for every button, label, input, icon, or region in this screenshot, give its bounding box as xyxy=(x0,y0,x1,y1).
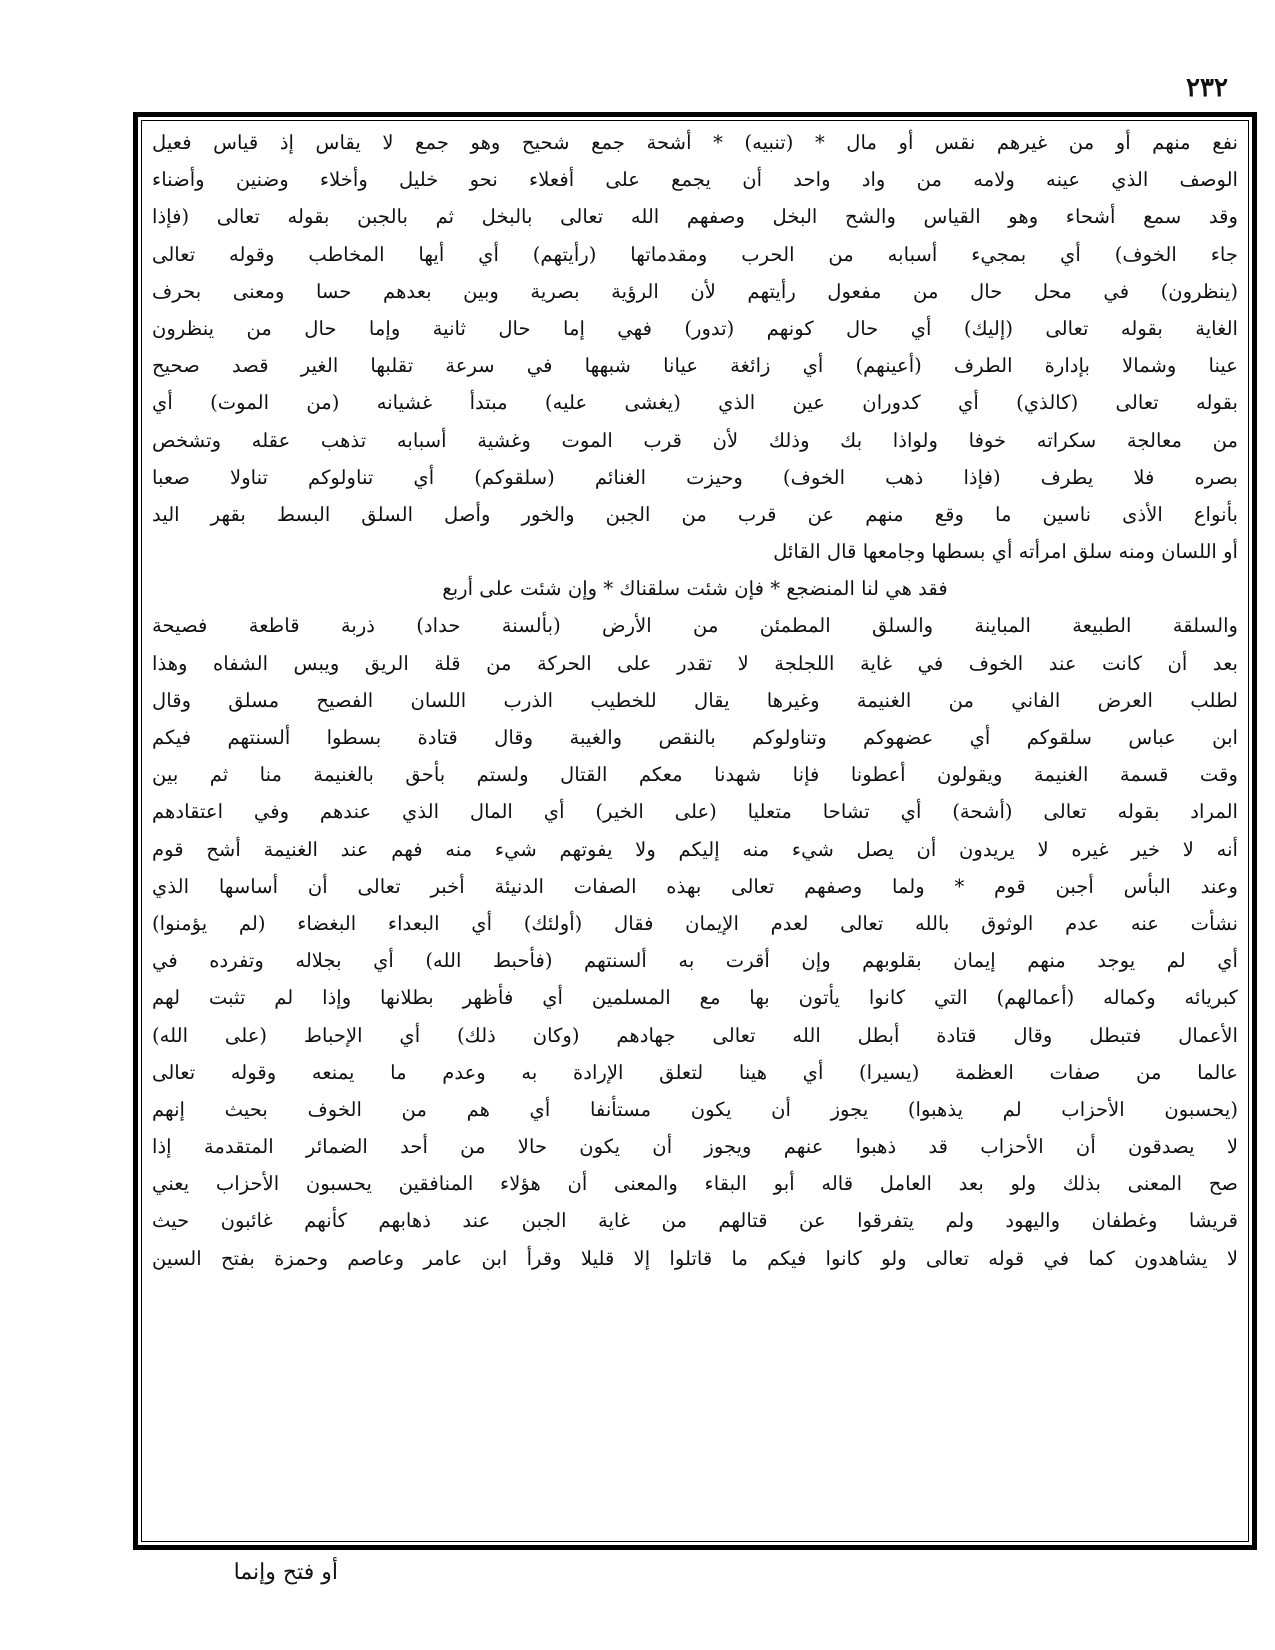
text-line-11: بأنواع الأذى ناسين ما وقع منهم عن قرب من الجبن والخور وأصل السلق البسط بقهر اليد xyxy=(152,502,1238,526)
text-line-5: (ينظرون) في محل حال من مفعول رأيتهم لأن الرؤية بصرية وبين بعدهم حسا ومعنى بحرف xyxy=(152,279,1238,303)
page-number: ٢٣٢ xyxy=(1186,73,1228,103)
text-line-31: لا يشاهدون كما في قوله تعالى ولو كانوا فيكم ما قاتلوا إلا قليلا وقرأ ابن عامر وعاصم وحمزة بفتح السين xyxy=(152,1246,1238,1270)
text-line-20: أنه لا خير غيره لا يريدون أن يصل شيء منه إليكم ولا يفوتهم شيء منه فهم عند الغنيمة أشح قوم xyxy=(152,837,1238,861)
catchword: أو فتح وإنما xyxy=(233,1560,338,1585)
text-line-12: أو اللسان ومنه سلق امرأته أي بسطها وجامعها قال القائل xyxy=(773,540,1238,564)
text-line-18: وقت قسمة الغنيمة ويقولون أعطونا فإنا شهدنا معكم القتال ولستم بأحق بالغنيمة منا ثم بين xyxy=(152,763,1238,787)
text-line-27: (يحسبون الأحزاب لم يذهبوا) يجوز أن يكون مستأنفا أي هم من الخوف بحيث إنهم xyxy=(152,1097,1238,1121)
text-line-24: كبريائه وكماله (أعمالهم) التي كانوا يأتون بها مع المسلمين أي فأظهر بطلانها وإذا لم تثبت لهم xyxy=(152,986,1238,1010)
text-line-16: لطلب العرض الفاني من الغنيمة وغيرها يقال للخطيب الذرب اللسان الفصيح مسلق وقال xyxy=(152,688,1238,712)
text-line-3: وقد سمع أشحاء وهو القياس والشح البخل وصفهم الله تعالى بالبخل ثم بالجبن بقوله تعالى (فإذا xyxy=(152,205,1238,229)
text-line-29: صح المعنى بذلك ولو بعد العامل قاله أبو البقاء والمعنى أن هؤلاء المنافقين يحسبون الأحزاب يعني xyxy=(152,1172,1238,1196)
text-line-9: من معالجة سكراته خوفا ولواذا بك وذلك لأن قرب الموت وغشية أسبابه تذهب عقله وتشخص xyxy=(152,428,1238,452)
main-text-block xyxy=(152,124,1238,1538)
text-line-2: الوصف الذي عينه ولامه من واد واحد أن يجمع على أفعلاء نحو خليل وأخلاء وضنين وأضناء xyxy=(152,168,1238,192)
text-line-10: بصره فلا يطرف (فإذا ذهب الخوف) وحيزت الغنائم (سلقوكم) أي تناولوكم تناولا صعبا xyxy=(152,465,1238,489)
text-line-8: بقوله تعالى (كالذي) أي كدوران عين الذي (يغشى عليه) مبتدأ غشيانه (من الموت) أي xyxy=(152,391,1238,415)
poetry-verse: فقد هي لنا المنضجع * فإن شئت سلقناك * وإن شئت على أربع xyxy=(442,577,948,601)
text-line-14: والسلقة الطبيعة المباينة والسلق المطمئن من الأرض (بألسنة حداد) ذربة قاطعة فصيحة xyxy=(152,614,1238,638)
text-line-1: نفع منهم أو من غيرهم نقس أو مال * (تنبيه) * أشحة جمع شحيح وهو جمع لا يقاس إذ قياس فعيل xyxy=(152,131,1238,154)
text-line-17: ابن عباس سلقوكم أي عضهوكم وتناولوكم بالنقص والغيبة وقال قتادة بسطوا ألسنتهم فيكم xyxy=(152,726,1238,749)
text-line-28: لا يصدقون أن الأحزاب قد ذهبوا عنهم ويجوز أن يكون حالا من أحد الضمائر المتقدمة إذا xyxy=(152,1135,1238,1159)
text-line-21: وعند البأس أجبن قوم * ولما وصفهم تعالى بهذه الصفات الدنيئة أخبر تعالى أن أساسها الذي xyxy=(152,874,1238,898)
text-line-15: بعد أن كانت عند الخوف في غاية اللجلجة لا تقدر على الحركة من قلة الريق ويبس الشفاه وهذا xyxy=(152,651,1238,675)
text-line-19: المراد بقوله تعالى (أشحة) أي تشاحا متعليا (على الخير) أي المال الذي عندهم وفي اعتقادهم xyxy=(152,800,1238,824)
text-line-25: الأعمال فتبطل وقال قتادة أبطل الله تعالى جهادهم (وكان ذلك) أي الإحباط (على الله) xyxy=(152,1023,1238,1047)
text-line-4: جاء الخوف) أي بمجيء أسبابه من الحرب ومقدماتها (رأيتهم) أي أيها المخاطب وقوله تعالى xyxy=(152,242,1238,266)
text-line-23: أي لم يوجد منهم إيمان بقلوبهم وإن أقرت به ألسنتهم (فأحبط الله) أي بجلاله وتفرده في xyxy=(152,949,1238,973)
text-line-30: قريشا وغطفان واليهود ولم يتفرقوا عن قتالهم من غاية الجبن عند ذهابهم كأنهم غائبون حيث xyxy=(152,1209,1238,1233)
text-line-6: الغاية بقوله تعالى (إليك) أي حال كونهم (تدور) فهي إما حال ثانية وإما حال من ينظرون xyxy=(152,316,1238,340)
text-line-7: عينا وشمالا بإدارة الطرف (أعينهم) أي زائغة عيانا شبهها في سرعة تقلبها الغير قصد صحيح xyxy=(152,354,1238,378)
text-line-22: نشأت عنه عدم الوثوق بالله تعالى لعدم الإيمان فقال (أولئك) أي البعداء البغضاء (لم يؤمنوا) xyxy=(152,911,1238,935)
text-line-26: عالما من صفات العظمة (يسيرا) أي هينا لتعلق الإرادة به وعدم ما يمنعه وقوله تعالى xyxy=(152,1060,1238,1084)
